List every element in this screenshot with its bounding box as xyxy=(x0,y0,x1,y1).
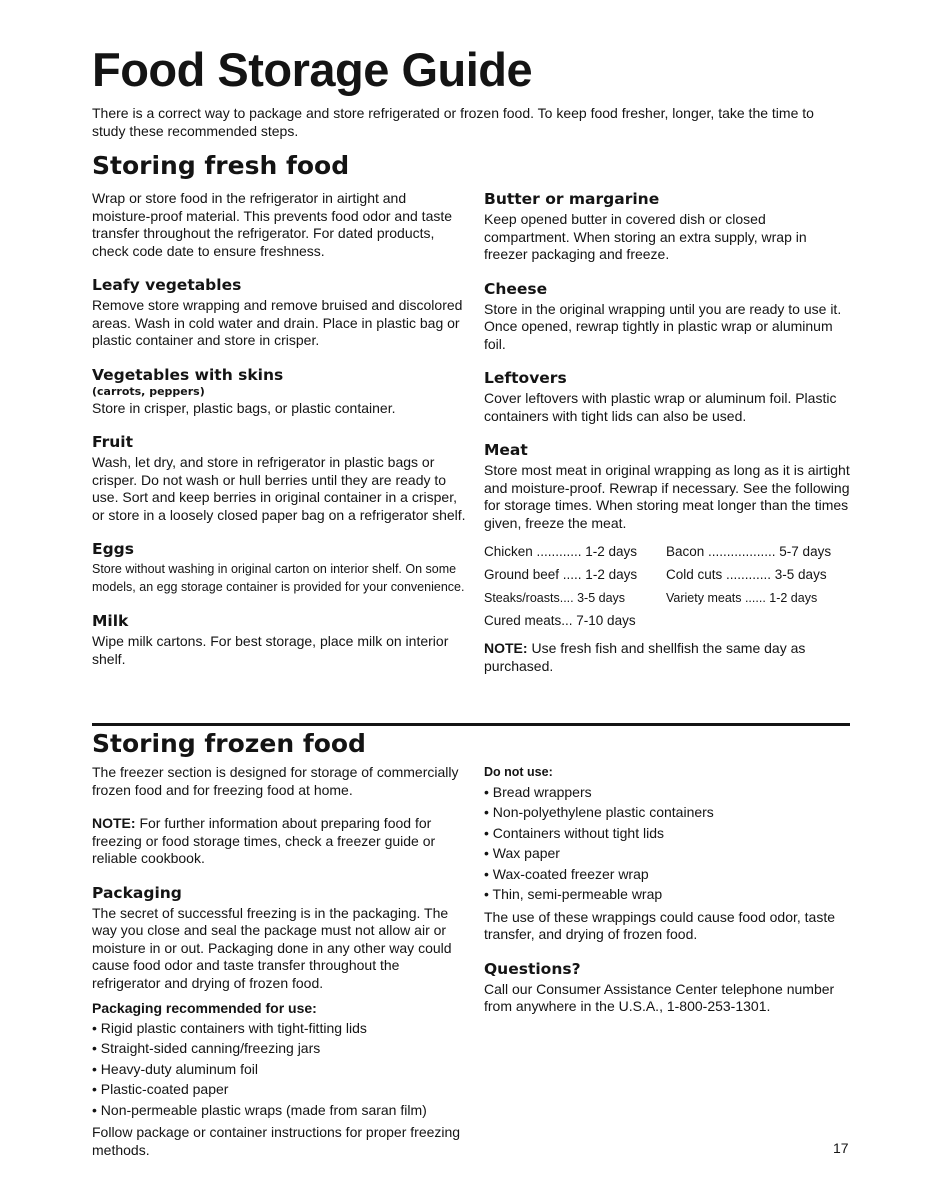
fruit-heading: Fruit xyxy=(92,433,133,451)
packaging-block xyxy=(92,884,466,1160)
intro-text: There is a correct way to package and store refrigerated or frozen food. To keep food fresher, longer, take the time to study these recommended steps. xyxy=(92,105,814,139)
list-item: • Non-polyethylene plastic containers xyxy=(484,802,850,823)
note-label: NOTE: xyxy=(484,640,528,656)
milk-text: Wipe milk cartons. For best storage, place milk on interior shelf. xyxy=(92,633,449,667)
fruit-block xyxy=(92,433,466,524)
list-item: • Wax-coated freezer wrap xyxy=(484,864,850,885)
table-cell: Cold cuts ............ 3-5 days xyxy=(666,567,827,582)
cheese-heading: Cheese xyxy=(484,279,548,298)
frozen-food-title: Storing frozen food xyxy=(92,729,366,758)
table-row xyxy=(484,540,831,563)
fresh-intro-block xyxy=(92,190,466,260)
butter-block xyxy=(484,190,850,264)
frozen-right-column xyxy=(484,764,850,1032)
packaging-recommended-list xyxy=(92,1018,466,1121)
table-cell xyxy=(666,609,831,632)
milk-heading: Milk xyxy=(92,612,129,630)
section-divider xyxy=(92,723,850,726)
questions-heading: Questions? xyxy=(484,959,581,978)
list-item: • Plastic-coated paper xyxy=(92,1079,466,1100)
table-cell: Ground beef ..... 1-2 days xyxy=(484,567,638,582)
questions-block xyxy=(484,960,850,1016)
table-cell: Bacon .................. 5-7 days xyxy=(666,544,832,559)
fresh-intro-text: Wrap or store food in the refrigerator in airtight and moisture-proof material. This prevents food odor and taste transfer throughout the refrigerator. For dated products, check code date to ensure freshness. xyxy=(92,190,453,259)
eggs-text: Store without washing in original carton on interior shelf. On some models, an egg storage container is provided for your convenience. xyxy=(92,562,465,594)
vegetables-skins-block xyxy=(92,366,466,418)
list-item: • Straight-sided canning/freezing jars xyxy=(92,1038,466,1059)
leftovers-text: Cover leftovers with plastic wrap or aluminum foil. Plastic containers with tight lids can also be used. xyxy=(484,390,837,424)
vegetables-skins-text: Store in crisper, plastic bags, or plastic container. xyxy=(92,399,396,416)
packaging-heading: Packaging xyxy=(92,883,182,902)
table-row xyxy=(484,609,831,632)
fresh-left-column xyxy=(92,190,466,684)
frozen-note-block xyxy=(92,815,466,868)
fruit-text: Wash, let dry, and store in refrigerator in plastic bags or crisper. Do not wash or hull berries until they are ready to use. Sort and keep berries in original container in a crisper, or store in a loosely closed paper bag on a refrigerator shelf. xyxy=(92,454,466,523)
packaging-recommended-label: Packaging recommended for use: xyxy=(92,1000,317,1016)
meat-storage-times-table xyxy=(484,540,831,632)
do-not-use-label: Do not use: xyxy=(484,765,553,779)
table-cell: Cured meats... 7-10 days xyxy=(484,613,636,628)
fresh-food-title: Storing fresh food xyxy=(92,151,350,180)
table-row xyxy=(484,586,831,609)
table-cell: Chicken ............ 1-2 days xyxy=(484,544,638,559)
leafy-vegetables-heading: Leafy vegetables xyxy=(92,276,242,294)
leafy-vegetables-text: Remove store wrapping and remove bruised and discolored areas. Wash in cold water and drain. Place in plastic bag or plastic container and store in crisper. xyxy=(92,297,463,348)
packaging-follow-text: Follow package or container instructions for proper freezing methods. xyxy=(92,1124,461,1158)
butter-heading: Butter or margarine xyxy=(484,190,660,208)
cheese-text: Store in the original wrapping until you are ready to use it. Once opened, rewrap tightly in plastic wrap or aluminum foil. xyxy=(484,300,842,352)
page-title: Food Storage Guide xyxy=(92,43,533,96)
vegetables-skins-heading: Vegetables with skins xyxy=(92,365,284,384)
leftovers-heading: Leftovers xyxy=(484,369,567,387)
leafy-vegetables-block xyxy=(92,276,466,350)
do-not-use-text: The use of these wrappings could cause food odor, taste transfer, and drying of frozen food. xyxy=(484,908,836,942)
list-item: • Containers without tight lids xyxy=(484,823,850,844)
do-not-use-list xyxy=(484,782,850,905)
packaging-text: The secret of successful freezing is in the packaging. The way you close and seal the package must not allow air or moisture in or out. Packaging done in any other way could cause food odor and taste transfer throughout the refrigerator and drying of frozen food. xyxy=(92,904,452,991)
vegetables-skins-subtitle: (carrots, peppers) xyxy=(92,384,205,398)
eggs-heading: Eggs xyxy=(92,540,135,558)
cheese-block xyxy=(484,280,850,354)
page-number: 17 xyxy=(833,1140,849,1156)
frozen-note-text: For further information about preparing food for freezing or food storage times, check a freezer guide or reliable cookbook. xyxy=(92,815,436,866)
list-item: • Rigid plastic containers with tight-fitting lids xyxy=(92,1018,466,1039)
note-label: NOTE: xyxy=(92,815,136,831)
leftovers-block xyxy=(484,369,850,425)
meat-text: Store most meat in original wrapping as long as it is airtight and moisture-proof. Rewrap if necessary. See the following for storage times. When storing meat longer than the times given, freeze the meat. xyxy=(484,462,850,531)
frozen-intro-block xyxy=(92,764,466,799)
do-not-use-block xyxy=(484,764,850,944)
questions-text: Call our Consumer Assistance Center telephone number from anywhere in the U.S.A., 1-800-253-1301. xyxy=(484,980,835,1014)
list-item: • Wax paper xyxy=(484,843,850,864)
meat-block xyxy=(484,441,850,675)
milk-block xyxy=(92,612,466,668)
fresh-right-column xyxy=(484,190,850,691)
frozen-left-column xyxy=(92,764,466,1175)
eggs-block xyxy=(92,540,466,596)
list-item: • Non-permeable plastic wraps (made from saran film) xyxy=(92,1100,466,1121)
table-cell: Steaks/roasts.... 3-5 days xyxy=(484,590,626,605)
butter-text: Keep opened butter in covered dish or closed compartment. When storing an extra supply, wrap in freezer packaging and freeze. xyxy=(484,211,807,262)
table-cell: Variety meats ...... 1-2 days xyxy=(666,590,818,605)
meat-note xyxy=(484,640,850,675)
meat-note-text: Use fresh fish and shellfish the same day as purchased. xyxy=(484,640,806,674)
meat-heading: Meat xyxy=(484,441,528,459)
table-row xyxy=(484,563,831,586)
list-item: • Heavy-duty aluminum foil xyxy=(92,1059,466,1080)
frozen-intro-text: The freezer section is designed for storage of commercially frozen food and for freezing food at home. xyxy=(92,764,459,798)
list-item: • Bread wrappers xyxy=(484,782,850,803)
frozen-note xyxy=(92,815,466,868)
list-item: • Thin, semi-permeable wrap xyxy=(484,884,850,905)
